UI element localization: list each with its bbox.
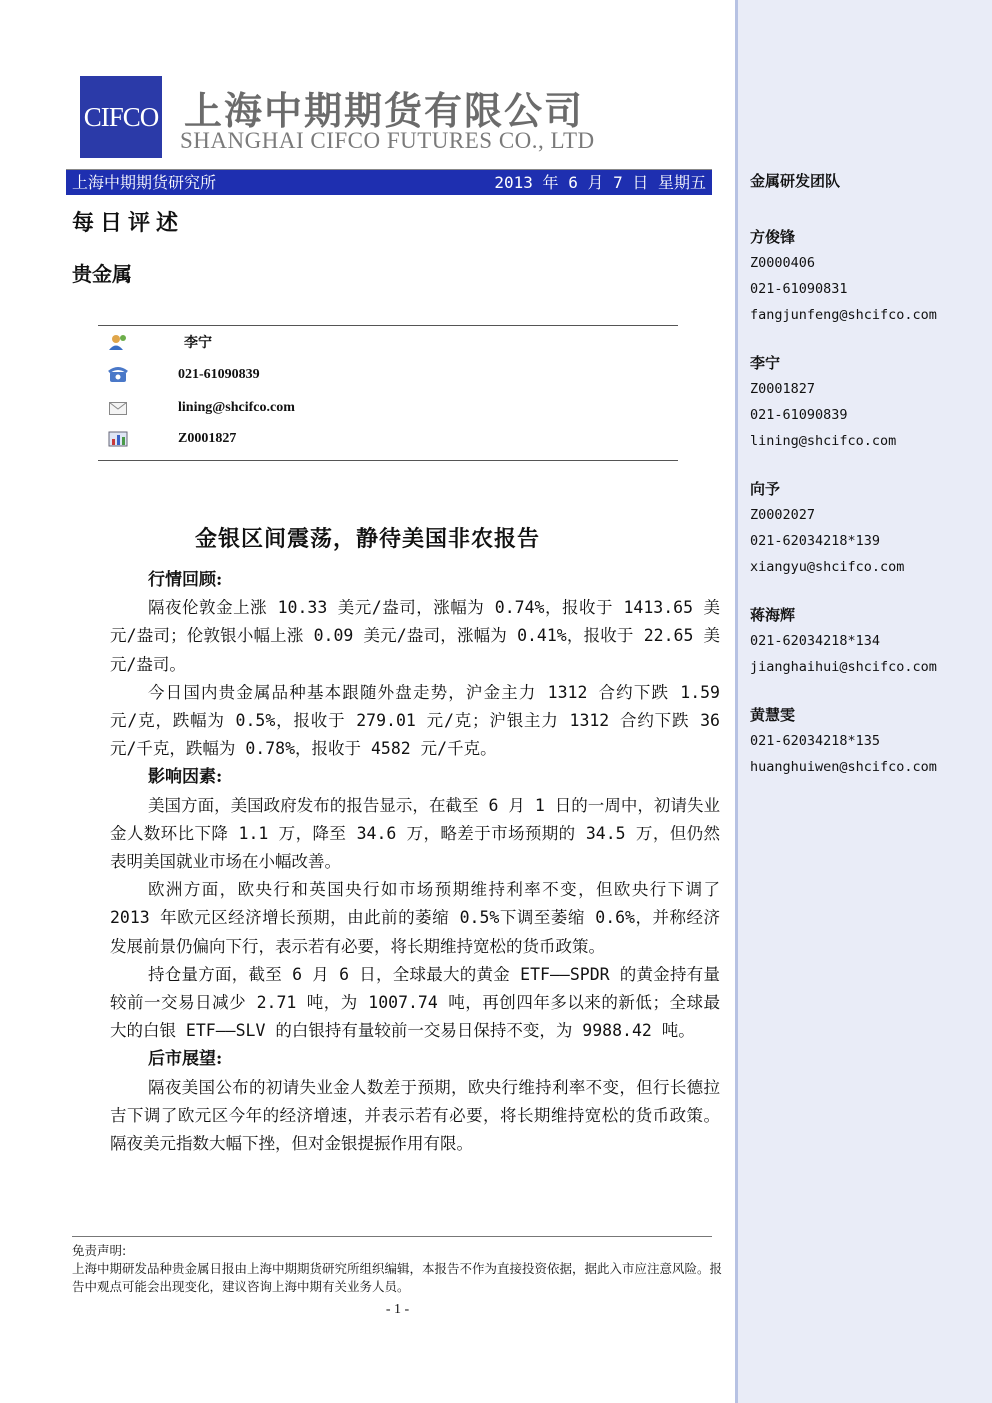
member-phone: 021-61090839 bbox=[750, 407, 848, 423]
member-name: 蒋海辉 bbox=[750, 606, 796, 624]
logo-text: CIFCO bbox=[83, 101, 159, 132]
article-headline: 金银区间震荡，静待美国非农报告 bbox=[194, 526, 540, 552]
member-phone: 021-62034218*139 bbox=[750, 533, 881, 549]
analyst-email[interactable]: lining@shcifco.com bbox=[178, 400, 295, 415]
member-email[interactable]: huanghuiwen@shcifco.com bbox=[750, 759, 937, 775]
team-member bbox=[750, 602, 937, 680]
mail-icon bbox=[108, 399, 128, 417]
contact-name-row bbox=[108, 332, 212, 352]
member-name: 李宁 bbox=[750, 354, 781, 372]
member-license: Z0001827 bbox=[750, 381, 816, 397]
person-icon bbox=[108, 333, 128, 351]
disclaimer-title: 免责声明: bbox=[72, 1243, 127, 1258]
team-member bbox=[750, 702, 937, 780]
disclaimer-divider bbox=[72, 1236, 712, 1237]
member-phone: 021-61090831 bbox=[750, 281, 848, 297]
phone-icon bbox=[108, 366, 128, 384]
disclaimer bbox=[72, 1242, 722, 1296]
section-heading-review: 行情回顾: bbox=[148, 570, 223, 590]
team-member bbox=[750, 350, 937, 454]
paragraph-holdings: 持仓量方面，截至 6 月 6 日，全球最大的黄金 ETF——SPDR 的黄金持有量较前一交易日减少 2.71 吨，为 1007.74 吨，再创四年多以来的新低；全球最大的白银 ETF——SLV 的白银持有量较前一交易日保持不变，为 9988.42 吨。 bbox=[110, 964, 720, 1041]
team-sidebar bbox=[735, 0, 992, 1403]
paragraph-europe: 欧洲方面，欧央行和英国央行如市场预期维持利率不变，但欧央行下调了 2013 年欧元区经济增长预期，由此前的萎缩 0.5%下调至萎缩 0.6%，并称经济发展前景仍偏向下行，表示若有必要，将长期维持宽松的货币政策。 bbox=[110, 880, 720, 956]
disclaimer-text: 上海中期研发品种贵金属日报由上海中期期货研究所组织编辑，本报告不作为直接投资依据，据此入市应注意风险。报告中观点可能会出现变化，建议咨询上海中期有关业务人员。 bbox=[72, 1261, 723, 1294]
cifco-logo bbox=[80, 76, 162, 158]
analyst-license: Z0001827 bbox=[178, 431, 237, 446]
analyst-contact-box bbox=[98, 325, 678, 461]
analyst-name: 李宁 bbox=[184, 336, 212, 351]
paragraph-london-metals: 隔夜伦敦金上涨 10.33 美元/盎司，涨幅为 0.74%，报收于 1413.65 美元/盎司；伦敦银小幅上涨 0.09 美元/盎司，涨幅为 0.41%，报收于 22.65 美元/盎司。 bbox=[110, 598, 720, 674]
contact-email-row bbox=[108, 399, 295, 417]
member-email[interactable]: xiangyu@shcifco.com bbox=[750, 559, 905, 575]
chart-icon bbox=[108, 430, 128, 448]
contact-phone-row bbox=[108, 366, 260, 384]
company-name-cn: 上海中期期货有限公司 bbox=[184, 89, 585, 133]
member-license: Z0000406 bbox=[750, 255, 816, 271]
page-number: - 1 - bbox=[385, 1302, 410, 1317]
section-heading-factors: 影响因素: bbox=[148, 767, 223, 788]
article-body bbox=[110, 566, 720, 1158]
header-banner bbox=[66, 169, 712, 195]
sidebar-title: 金属研发团队 bbox=[750, 172, 841, 190]
paragraph-domestic-metals: 今日国内贵金属品种基本跟随外盘走势，沪金主力 1312 合约下跌 1.59 元/克，跌幅为 0.5%，报收于 279.01 元/克；沪银主力 1312 合约下跌 36 元/千克，跌幅为 0.78%，报收于 4582 元/千克。 bbox=[110, 682, 720, 759]
member-email[interactable]: jianghaihui@shcifco.com bbox=[750, 659, 937, 675]
member-email[interactable]: fangjunfeng@shcifco.com bbox=[750, 307, 937, 323]
institute-name: 上海中期期货研究所 bbox=[72, 173, 217, 192]
company-name-en: SHANGHAI CIFCO FUTURES CO., LTD bbox=[180, 128, 595, 153]
member-phone: 021-62034218*134 bbox=[750, 633, 881, 649]
member-name: 方俊锋 bbox=[750, 228, 796, 246]
member-name: 黄慧雯 bbox=[750, 706, 796, 724]
member-phone: 021-62034218*135 bbox=[750, 733, 881, 749]
team-member bbox=[750, 476, 937, 580]
doc-type: 每日评述 bbox=[72, 210, 185, 236]
member-license: Z0002027 bbox=[750, 507, 816, 523]
contact-license-row bbox=[108, 430, 236, 448]
paragraph-outlook: 隔夜美国公布的初请失业金人数差于预期，欧央行维持利率不变，但行长德拉吉下调了欧元区今年的经济增速，并表示若有必要，将长期维持宽松的货币政策。隔夜美元指数大幅下挫，但对金银提振作用有限。 bbox=[110, 1077, 720, 1154]
report-category: 贵金属 bbox=[72, 262, 132, 286]
member-name: 向予 bbox=[750, 480, 781, 498]
member-email[interactable]: lining@shcifco.com bbox=[750, 433, 897, 449]
analyst-phone: 021-61090839 bbox=[178, 367, 260, 382]
paragraph-us: 美国方面，美国政府发布的报告显示，在截至 6 月 1 日的一周中，初请失业金人数环比下降 1.1 万，降至 34.6 万，略差于市场预期的 34.5 万，但仍然表明美国就业市场在小幅改善。 bbox=[110, 795, 720, 872]
team-member bbox=[750, 224, 937, 328]
report-date: 2013 年 6 月 7 日 星期五 bbox=[494, 173, 706, 192]
section-heading-outlook: 后市展望: bbox=[148, 1049, 223, 1070]
